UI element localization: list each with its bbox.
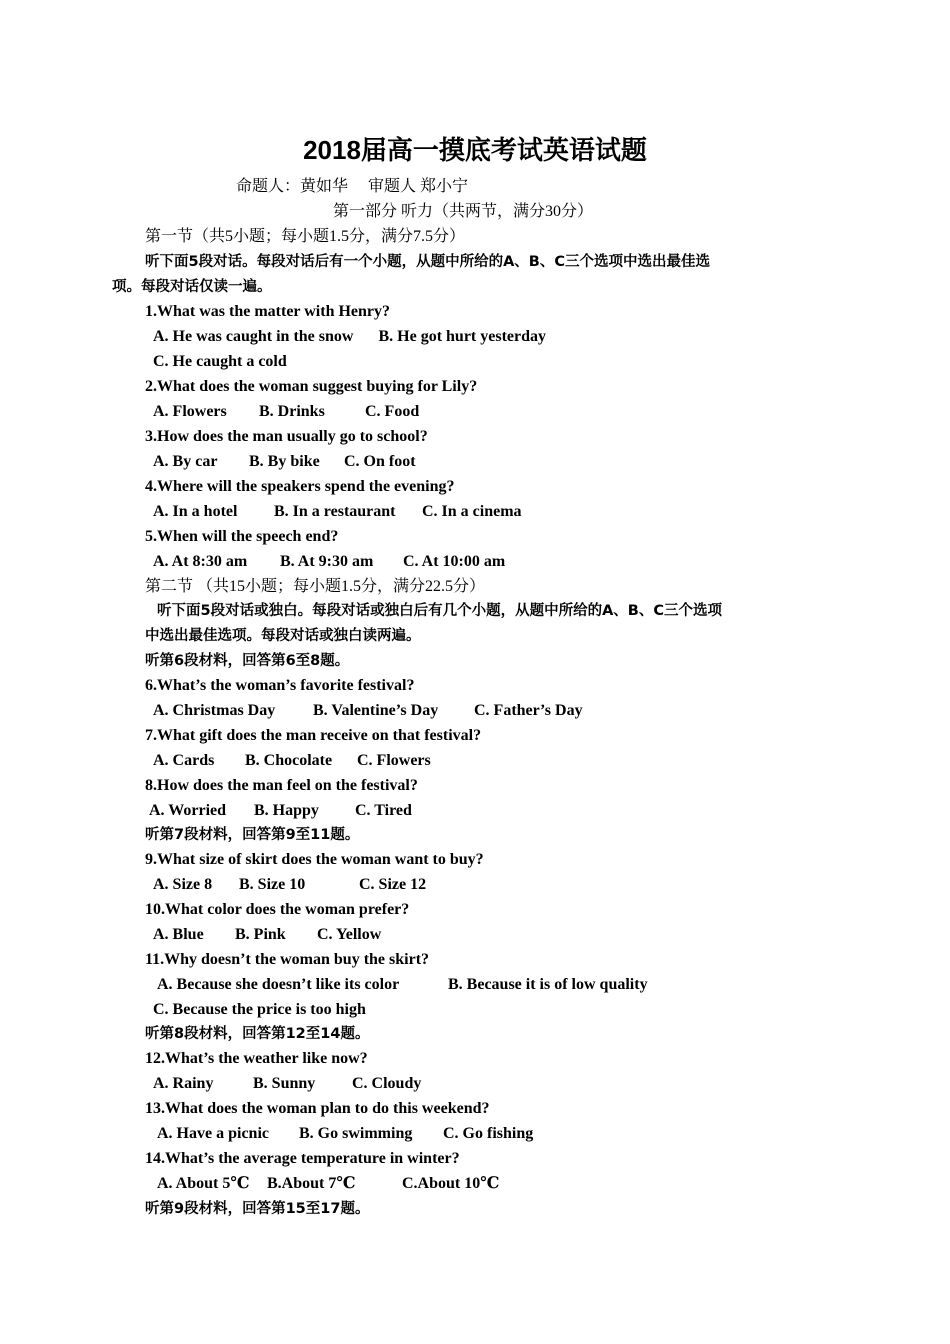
option-a: A. Christmas Day (153, 702, 276, 719)
section-one-heading: 第一节（共5小题；每小题1.5分，满分7.5分） (145, 228, 466, 245)
question-5-options (153, 552, 505, 572)
question-5: 5.When will the speech end? (145, 528, 339, 545)
part-one-heading: 第一部分 听力（共两节，满分30分） (333, 203, 594, 220)
option-c: C. Size 12 (359, 876, 427, 893)
question-9: 9.What size of skirt does the woman want to buy? (145, 851, 484, 868)
option-a: A. Worried (149, 802, 227, 819)
question-3: 3.How does the man usually go to school? (145, 428, 428, 445)
question-12: 12.What’s the weather like now? (145, 1050, 368, 1067)
question-12-options (153, 1074, 421, 1094)
option-a: A. Cards (153, 752, 215, 769)
question-13-options (157, 1124, 533, 1144)
question-10: 10.What color does the woman prefer? (145, 901, 410, 918)
option-b: B. Size 10 (239, 876, 306, 893)
option-b: B. Drinks (259, 403, 325, 420)
question-1: 1.What was the matter with Henry? (145, 303, 391, 320)
question-2: 2.What does the woman suggest buying for Lily? (145, 378, 478, 395)
option-b: B. Chocolate (245, 752, 333, 769)
section-two-instruction: 听下面5段对话或独白。每段对话或独白后有几个小题，从题中所给的A、B、C三个选项 (157, 603, 723, 619)
option-b: B. At 9:30 am (280, 553, 374, 570)
question-7: 7.What gift does the man receive on that festival? (145, 727, 482, 744)
authors-line: 命题人：黄如华 审题人 郑小宁 (236, 178, 469, 195)
question-11: 11.Why doesn’t the woman buy the skirt? (145, 951, 430, 968)
material-6-note: 听第6段材料，回答第6至8题。 (145, 653, 350, 669)
option-a: A. In a hotel (153, 503, 238, 520)
option-c: C. At 10:00 am (403, 553, 506, 570)
option-b: B. Valentine’s Day (313, 702, 439, 719)
material-7-note: 听第7段材料，回答第9至11题。 (145, 827, 360, 843)
question-14-options (157, 1174, 499, 1194)
option-a: A. Blue (153, 926, 204, 943)
question-6-options (153, 701, 583, 721)
option-b: B.About 7℃ (267, 1175, 356, 1192)
option-b: B. In a restaurant (274, 503, 396, 520)
option-c: C. Cloudy (352, 1075, 422, 1092)
question-3-options (153, 452, 416, 472)
option-c: C. In a cinema (422, 503, 522, 520)
question-7-options (153, 751, 431, 771)
question-6: 6.What’s the woman’s favorite festival? (145, 677, 415, 694)
question-2-options (153, 402, 419, 422)
option-c: C. On foot (344, 453, 416, 470)
option-a: A. Flowers (153, 403, 227, 420)
option-c: C. He caught a cold (153, 353, 287, 370)
option-c: C. Go fishing (443, 1125, 534, 1142)
option-c: C.About 10℃ (402, 1175, 500, 1192)
question-4-options (153, 502, 522, 522)
question-8: 8.How does the man feel on the festival? (145, 777, 418, 794)
section-one-instruction-cont: 项。每段对话仅读一遍。 (112, 279, 272, 295)
option-a: A. Because she doesn’t like its color (157, 976, 400, 993)
question-11-options (157, 975, 648, 995)
option-c: C. Tired (355, 802, 412, 819)
material-9-note: 听第9段材料，回答第15至17题。 (145, 1201, 370, 1217)
section-two-heading: 第二节 （共15小题；每小题1.5分，满分22.5分） (145, 578, 486, 595)
option-c: C. Because the price is too high (153, 1001, 366, 1018)
option-b: B. Pink (235, 926, 286, 943)
question-13: 13.What does the woman plan to do this weekend? (145, 1100, 490, 1117)
question-4: 4.Where will the speakers spend the evening? (145, 478, 455, 495)
option-a: A. At 8:30 am (153, 553, 248, 570)
question-14: 14.What’s the average temperature in winter? (145, 1150, 460, 1167)
option-c: C. Flowers (357, 752, 431, 769)
option-c: C. Food (365, 403, 420, 420)
option-a: A. About 5℃ (157, 1175, 250, 1192)
question-10-options (153, 925, 381, 945)
option-b: B. Because it is of low quality (448, 976, 648, 993)
option-a: A. Have a picnic (157, 1125, 269, 1142)
option-a: A. He was caught in the snow (153, 328, 354, 345)
question-1-options (153, 327, 546, 347)
option-c: C. Father’s Day (474, 702, 583, 719)
section-two-instruction-cont: 中选出最佳选项。每段对话或独白读两遍。 (145, 628, 421, 644)
option-b: B. By bike (249, 453, 320, 470)
question-9-options (153, 875, 426, 895)
question-8-options (149, 801, 412, 821)
option-b: B. Sunny (253, 1075, 316, 1092)
option-b: B. He got hurt yesterday (378, 328, 546, 345)
option-c: C. Yellow (317, 926, 382, 943)
option-b: B. Go swimming (299, 1125, 413, 1142)
page-title: 2018届高一摸底考试英语试题 (303, 135, 647, 165)
material-8-note: 听第8段材料，回答第12至14题。 (145, 1026, 370, 1042)
section-one-instruction: 听下面5段对话。每段对话后有一个小题，从题中所给的A、B、C三个选项中选出最佳选 (145, 254, 711, 270)
option-a: A. Rainy (153, 1075, 214, 1092)
option-a: A. By car (153, 453, 218, 470)
option-b: B. Happy (254, 802, 319, 819)
option-a: A. Size 8 (153, 876, 213, 893)
